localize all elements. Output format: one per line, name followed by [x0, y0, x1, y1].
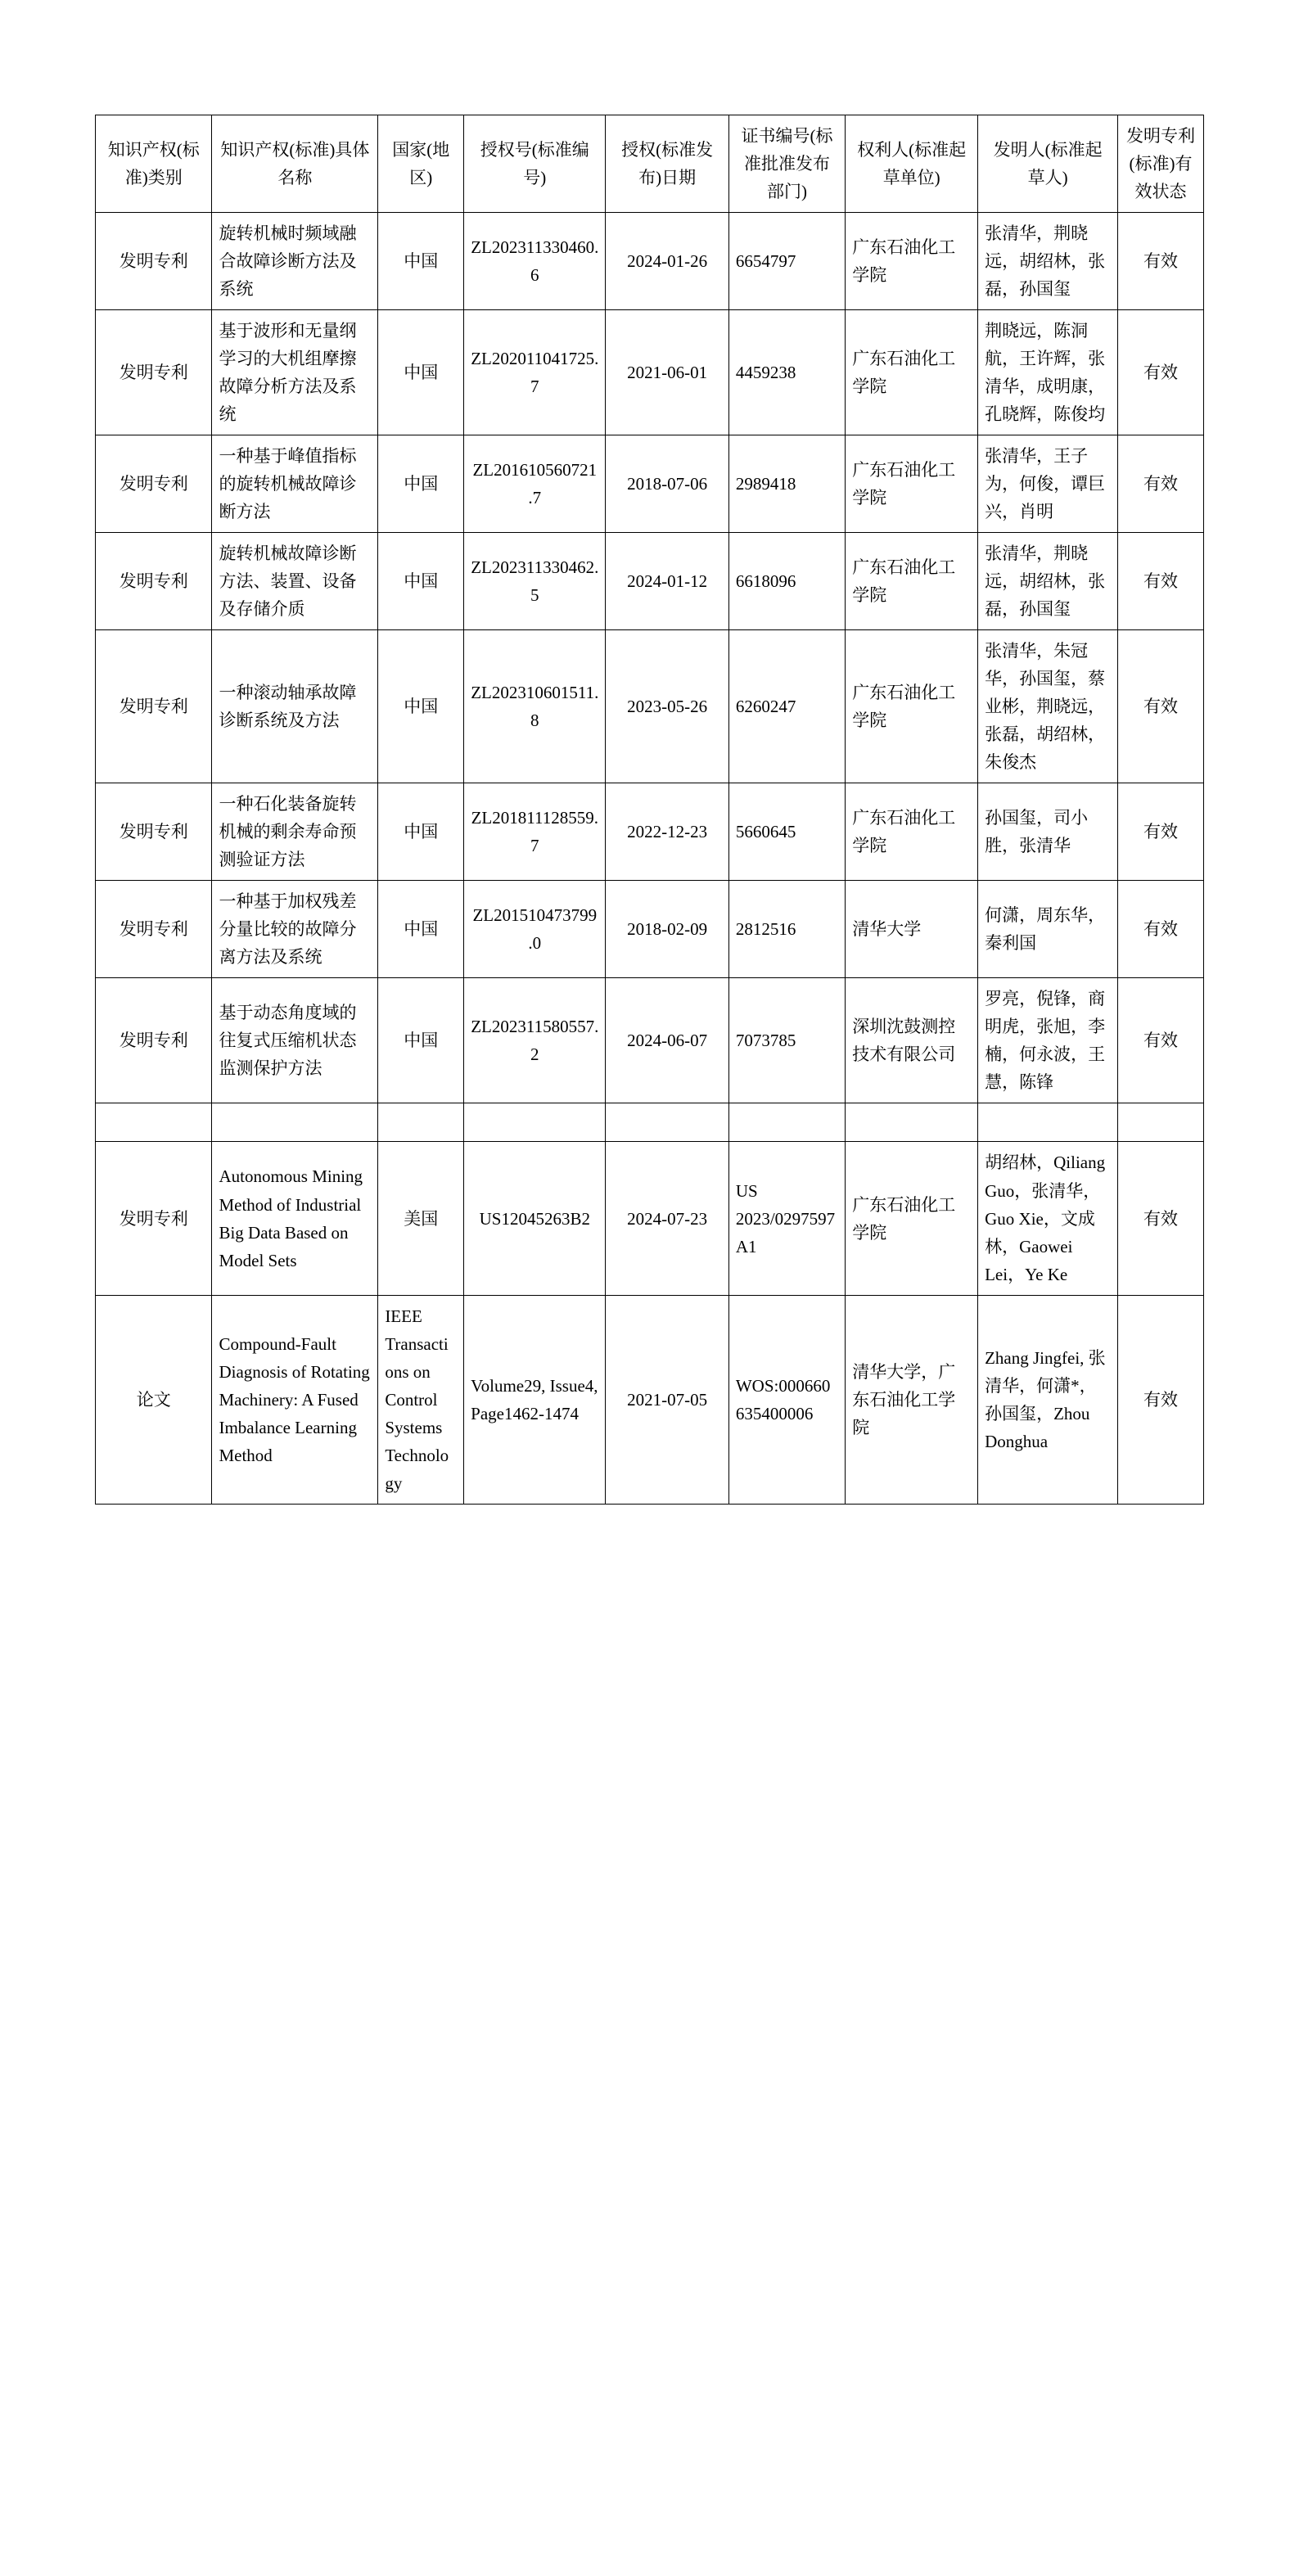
cell-date: 2021-07-05 — [606, 1295, 728, 1504]
table-gap-row — [96, 1103, 1204, 1142]
header-cell-date: 授权(标准发布)日期 — [606, 115, 728, 213]
cell-date: 2018-02-09 — [606, 881, 728, 978]
cell-owner: 广东石油化工学院 — [846, 310, 978, 435]
cell-type: 发明专利 — [96, 533, 212, 630]
gap-cell — [212, 1103, 378, 1142]
table-row — [96, 533, 1204, 630]
cell-country: 中国 — [378, 630, 464, 783]
gap-cell — [96, 1103, 212, 1142]
cell-country: IEEE Transactions on Control Systems Technology — [378, 1295, 464, 1504]
cell-name: 一种滚动轴承故障诊断系统及方法 — [212, 630, 378, 783]
cell-owner: 深圳沈鼓测控技术有限公司 — [846, 978, 978, 1103]
gap-cell — [464, 1103, 606, 1142]
table-row — [96, 435, 1204, 533]
cell-type: 发明专利 — [96, 213, 212, 310]
header-cell-country: 国家(地区) — [378, 115, 464, 213]
cell-inventor: 荆晓远，陈洞航，王许辉，张清华，成明康，孔晓辉，陈俊均 — [978, 310, 1118, 435]
cell-inventor: 张清华，朱冠华，孙国玺，蔡业彬，荆晓远，张磊，胡绍林，朱俊杰 — [978, 630, 1118, 783]
cell-number: ZL202311330462.5 — [464, 533, 606, 630]
cell-status: 有效 — [1118, 978, 1204, 1103]
cell-status: 有效 — [1118, 435, 1204, 533]
cell-inventor: 罗亮，倪锋，商明虎，张旭，李楠，何永波，王慧，陈锋 — [978, 978, 1118, 1103]
gap-cell — [846, 1103, 978, 1142]
cell-date: 2024-06-07 — [606, 978, 728, 1103]
cell-type: 论文 — [96, 1295, 212, 1504]
cell-date: 2024-01-12 — [606, 533, 728, 630]
cell-country: 中国 — [378, 213, 464, 310]
cell-status: 有效 — [1118, 630, 1204, 783]
cell-number: ZL202311330460.6 — [464, 213, 606, 310]
cell-owner: 广东石油化工学院 — [846, 1142, 978, 1295]
header-cell-cert: 证书编号(标准批准发布部门) — [728, 115, 845, 213]
ip-table-wrapper — [95, 115, 1204, 1505]
cell-inventor: Zhang Jingfei, 张清华，何潇*，孙国玺，Zhou Donghua — [978, 1295, 1118, 1504]
cell-country: 中国 — [378, 435, 464, 533]
cell-type: 发明专利 — [96, 630, 212, 783]
cell-number: ZL201610560721.7 — [464, 435, 606, 533]
cell-cert: 4459238 — [728, 310, 845, 435]
cell-status: 有效 — [1118, 213, 1204, 310]
cell-status: 有效 — [1118, 783, 1204, 881]
cell-type: 发明专利 — [96, 1142, 212, 1295]
cell-status: 有效 — [1118, 1142, 1204, 1295]
cell-owner: 广东石油化工学院 — [846, 533, 978, 630]
cell-type: 发明专利 — [96, 881, 212, 978]
cell-name: 一种基于加权残差分量比较的故障分离方法及系统 — [212, 881, 378, 978]
header-cell-inventor: 发明人(标准起草人) — [978, 115, 1118, 213]
cell-status: 有效 — [1118, 881, 1204, 978]
cell-number: ZL201811128559.7 — [464, 783, 606, 881]
header-cell-status: 发明专利(标准)有效状态 — [1118, 115, 1204, 213]
cell-name: 旋转机械时频域融合故障诊断方法及系统 — [212, 213, 378, 310]
header-cell-owner: 权利人(标准起草单位) — [846, 115, 978, 213]
cell-owner: 广东石油化工学院 — [846, 213, 978, 310]
cell-cert: WOS:000660635400006 — [728, 1295, 845, 1504]
table-row — [96, 881, 1204, 978]
cell-number: ZL202011041725.7 — [464, 310, 606, 435]
cell-name: 一种基于峰值指标的旋转机械故障诊断方法 — [212, 435, 378, 533]
cell-name: 一种石化装备旋转机械的剩余寿命预测验证方法 — [212, 783, 378, 881]
cell-inventor: 张清华，荆晓远，胡绍林，张磊，孙国玺 — [978, 533, 1118, 630]
cell-status: 有效 — [1118, 533, 1204, 630]
cell-number: US12045263B2 — [464, 1142, 606, 1295]
cell-inventor: 张清华，荆晓远，胡绍林，张磊，孙国玺 — [978, 213, 1118, 310]
header-cell-name: 知识产权(标准)具体名称 — [212, 115, 378, 213]
cell-name: Autonomous Mining Method of Industrial Big Data Based on Model Sets — [212, 1142, 378, 1295]
cell-inventor: 何潇，周东华，秦利国 — [978, 881, 1118, 978]
header-cell-type: 知识产权(标准)类别 — [96, 115, 212, 213]
cell-type: 发明专利 — [96, 310, 212, 435]
cell-type: 发明专利 — [96, 978, 212, 1103]
cell-cert: 2812516 — [728, 881, 845, 978]
table-row — [96, 213, 1204, 310]
table-row — [96, 978, 1204, 1103]
cell-country: 中国 — [378, 310, 464, 435]
cell-number: ZL201510473799.0 — [464, 881, 606, 978]
cell-inventor: 胡绍林，Qiliang Guo，张清华，Guo Xie，文成林，Gaowei Lei，Ye Ke — [978, 1142, 1118, 1295]
cell-name: 基于波形和无量纲学习的大机组摩擦故障分析方法及系统 — [212, 310, 378, 435]
cell-date: 2022-12-23 — [606, 783, 728, 881]
cell-type: 发明专利 — [96, 783, 212, 881]
cell-status: 有效 — [1118, 310, 1204, 435]
cell-owner: 广东石油化工学院 — [846, 435, 978, 533]
cell-cert: 5660645 — [728, 783, 845, 881]
cell-number: Volume29, Issue4, Page1462-1474 — [464, 1295, 606, 1504]
cell-cert: 2989418 — [728, 435, 845, 533]
cell-owner: 清华大学，广东石油化工学院 — [846, 1295, 978, 1504]
gap-cell — [606, 1103, 728, 1142]
cell-date: 2024-01-26 — [606, 213, 728, 310]
cell-type: 发明专利 — [96, 435, 212, 533]
cell-country: 中国 — [378, 978, 464, 1103]
cell-country: 中国 — [378, 533, 464, 630]
cell-cert: 6260247 — [728, 630, 845, 783]
cell-date: 2023-05-26 — [606, 630, 728, 783]
cell-date: 2018-07-06 — [606, 435, 728, 533]
table-row — [96, 1142, 1204, 1295]
gap-cell — [378, 1103, 464, 1142]
cell-name: 旋转机械故障诊断方法、装置、设备及存储介质 — [212, 533, 378, 630]
header-row — [96, 115, 1204, 213]
header-cell-number: 授权号(标准编号) — [464, 115, 606, 213]
cell-cert: 6618096 — [728, 533, 845, 630]
cell-status: 有效 — [1118, 1295, 1204, 1504]
cell-inventor: 张清华，王子为，何俊，谭巨兴，肖明 — [978, 435, 1118, 533]
table-body — [96, 213, 1204, 1505]
cell-number: ZL202310601511.8 — [464, 630, 606, 783]
cell-cert: 6654797 — [728, 213, 845, 310]
cell-name: 基于动态角度域的往复式压缩机状态监测保护方法 — [212, 978, 378, 1103]
cell-country: 美国 — [378, 1142, 464, 1295]
cell-date: 2021-06-01 — [606, 310, 728, 435]
table-header — [96, 115, 1204, 213]
cell-owner: 清华大学 — [846, 881, 978, 978]
cell-owner: 广东石油化工学院 — [846, 630, 978, 783]
table-row — [96, 630, 1204, 783]
cell-number: ZL202311580557.2 — [464, 978, 606, 1103]
table-row — [96, 783, 1204, 881]
cell-country: 中国 — [378, 783, 464, 881]
cell-name: Compound-Fault Diagnosis of Rotating Machinery: A Fused Imbalance Learning Method — [212, 1295, 378, 1504]
gap-cell — [978, 1103, 1118, 1142]
intellectual-property-table — [95, 115, 1204, 1505]
cell-date: 2024-07-23 — [606, 1142, 728, 1295]
cell-cert: US 2023/0297597 A1 — [728, 1142, 845, 1295]
table-row — [96, 1295, 1204, 1504]
cell-cert: 7073785 — [728, 978, 845, 1103]
cell-owner: 广东石油化工学院 — [846, 783, 978, 881]
gap-cell — [728, 1103, 845, 1142]
gap-cell — [1118, 1103, 1204, 1142]
table-row — [96, 310, 1204, 435]
cell-inventor: 孙国玺，司小胜，张清华 — [978, 783, 1118, 881]
cell-country: 中国 — [378, 881, 464, 978]
